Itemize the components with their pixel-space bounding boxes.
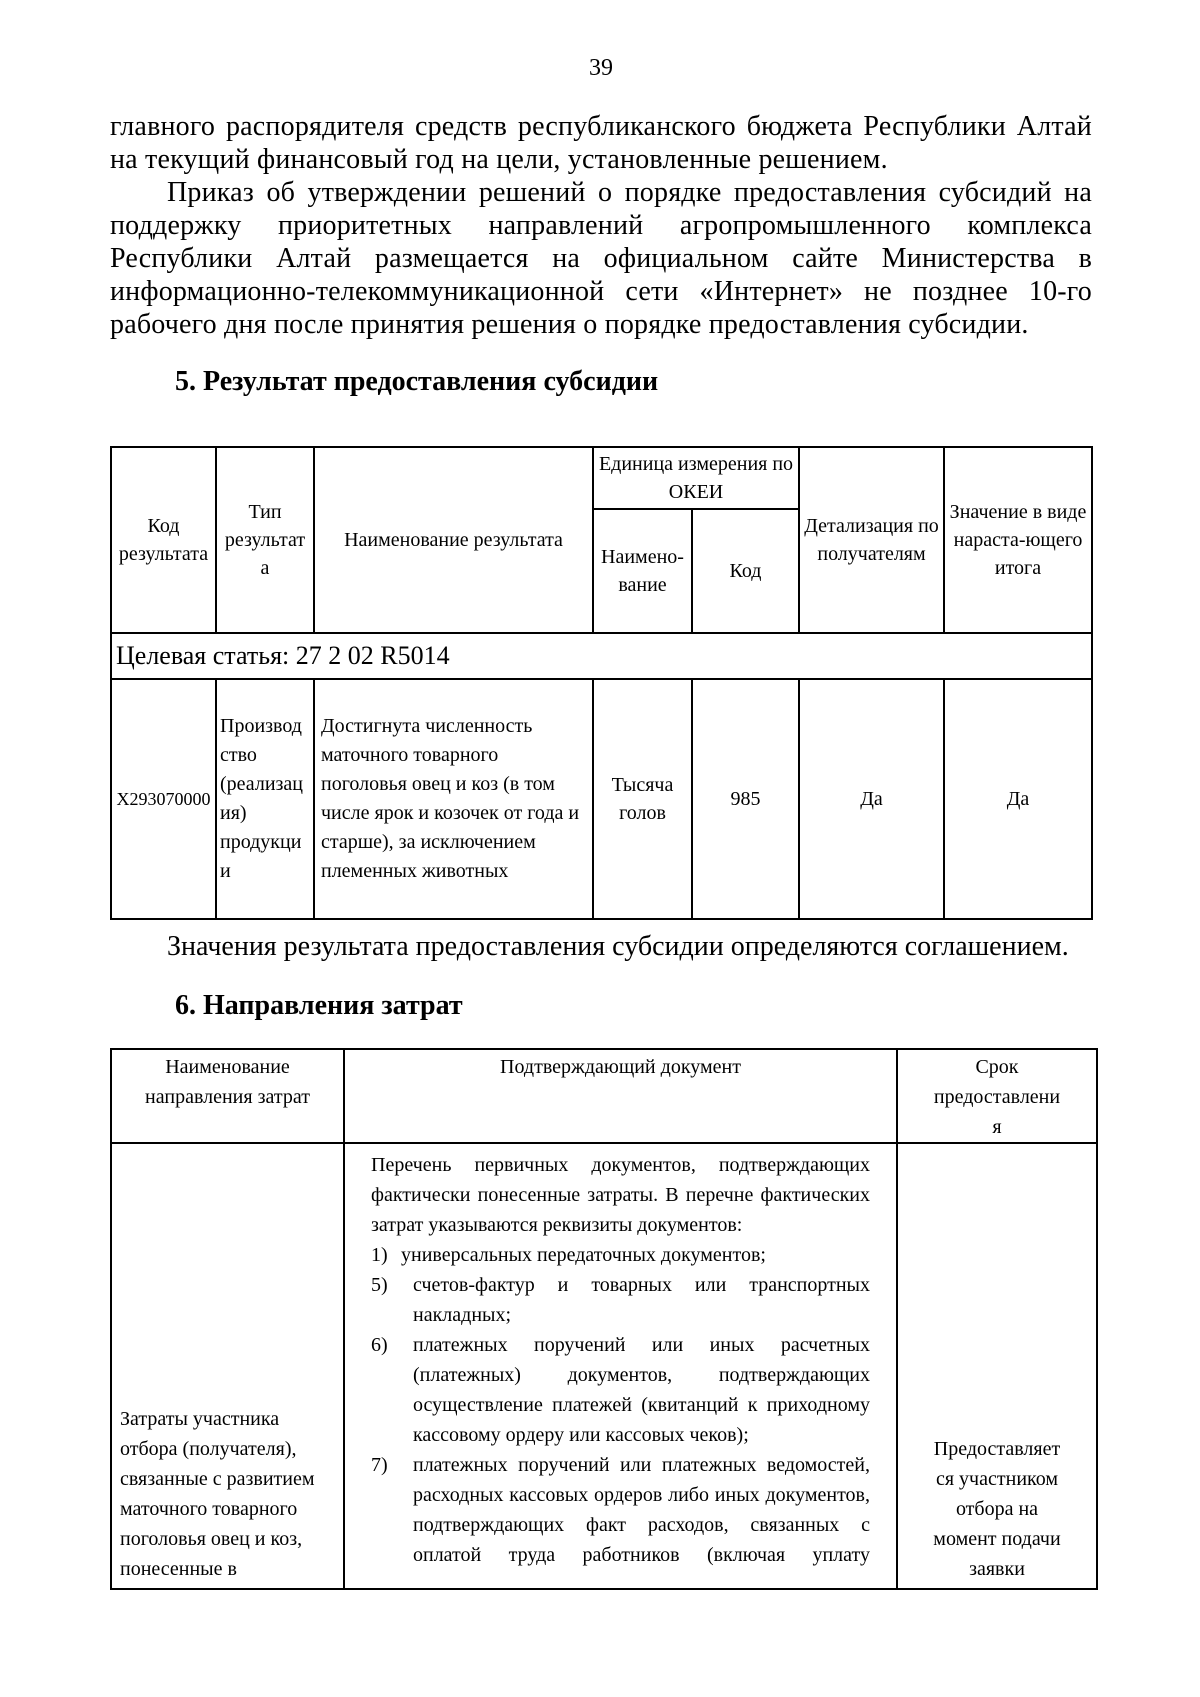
list-item (371, 1450, 870, 1570)
table-row (111, 1143, 1097, 1589)
detail-value: Да (799, 679, 944, 919)
list-item-text: платежных поручений или платежных ведомостей, расходных кассовых ордеров либо иных документов, подтверждающих факт расходов, связанных с оплатой труда работников (включая уплату (413, 1454, 870, 1566)
header-okei-code: Код (692, 509, 799, 633)
header-okei-name: Наимено-вание (593, 509, 692, 633)
header-result-name: Наименование результата (314, 447, 593, 633)
unit-name-value: Тысяча голов (593, 679, 692, 919)
list-item-number: 7) (371, 1454, 388, 1476)
target-article: Целевая статья: 27 2 02 R5014 (111, 633, 1092, 679)
result-code-value: X293070000 (111, 679, 216, 919)
page-number: 39 (589, 55, 613, 81)
paragraph: главного распорядителя средств республиканского бюджета Республики Алтай на текущий финансовый год на цели, установленные решением. (110, 111, 1092, 175)
list-item-number: 6) (371, 1334, 388, 1356)
table-row (111, 679, 1092, 919)
header-detail: Детализация по получателям (799, 447, 944, 633)
result-name-value: Достигнута численность маточного товарного поголовья овец и коз (в том числе ярок и козочек от года и старше), за исключением племенных животных (314, 679, 593, 919)
document-value (344, 1143, 897, 1589)
list-item (371, 1240, 870, 1270)
header-okei-group: Единица измерения по ОКЕИ (593, 447, 799, 509)
list-item-text: универсальных передаточных документов; (401, 1244, 766, 1266)
cumulative-value: Да (944, 679, 1092, 919)
header-cumulative: Значение в виде нараста-ющего итога (944, 447, 1092, 633)
document-intro: Перечень первичных документов, подтверждающих фактически понесенные затраты. В перечне фактических затрат указываются реквизиты документов: (371, 1154, 870, 1236)
list-item (371, 1330, 870, 1450)
list-item-number: 5) (371, 1274, 388, 1296)
list-item-text: счетов-фактур и товарных или транспортных накладных; (413, 1274, 870, 1326)
result-type-value: Производство (реализация) продукции (216, 679, 314, 919)
result-note: Значения результата предоставления субсидии определяются соглашением. (167, 931, 1069, 962)
section-6-heading: 6. Направления затрат (175, 990, 463, 1021)
header-result-type: Тип результата (216, 447, 314, 633)
subsidy-result-table (110, 446, 1093, 920)
list-item (371, 1270, 870, 1330)
section-5-heading: 5. Результат предоставления субсидии (175, 366, 659, 397)
term-value: Предоставляется участником отбора на момент подачи заявки (897, 1143, 1097, 1589)
header-direction: Наименование направления затрат (111, 1049, 344, 1143)
list-item-number: 1) (371, 1244, 388, 1266)
header-term: Срок предоставления (897, 1049, 1097, 1143)
cost-directions-table (110, 1048, 1098, 1590)
unit-code-value: 985 (692, 679, 799, 919)
header-document: Подтверждающий документ (344, 1049, 897, 1143)
paragraph: Приказ об утверждении решений о порядке предоставления субсидий на поддержку приоритетных направлений агропромышленного комплекса Республики Алтай размещается на официальном сайте Министерства в информационно-телекоммуникационной сети «Интернет» не позднее 10-го рабочего дня после принятия решения о порядке предоставления субсидии. (110, 177, 1092, 340)
header-result-code: Код результата (111, 447, 216, 633)
direction-value: Затраты участника отбора (получателя), связанные с развитием маточного товарного поголовья овец и коз, понесенные в (111, 1143, 344, 1589)
list-item-text: платежных поручений или иных расчетных (платежных) документов, подтверждающих осуществление платежей (квитанций к приходному кассовому ордеру или кассовых чеков); (413, 1334, 870, 1446)
